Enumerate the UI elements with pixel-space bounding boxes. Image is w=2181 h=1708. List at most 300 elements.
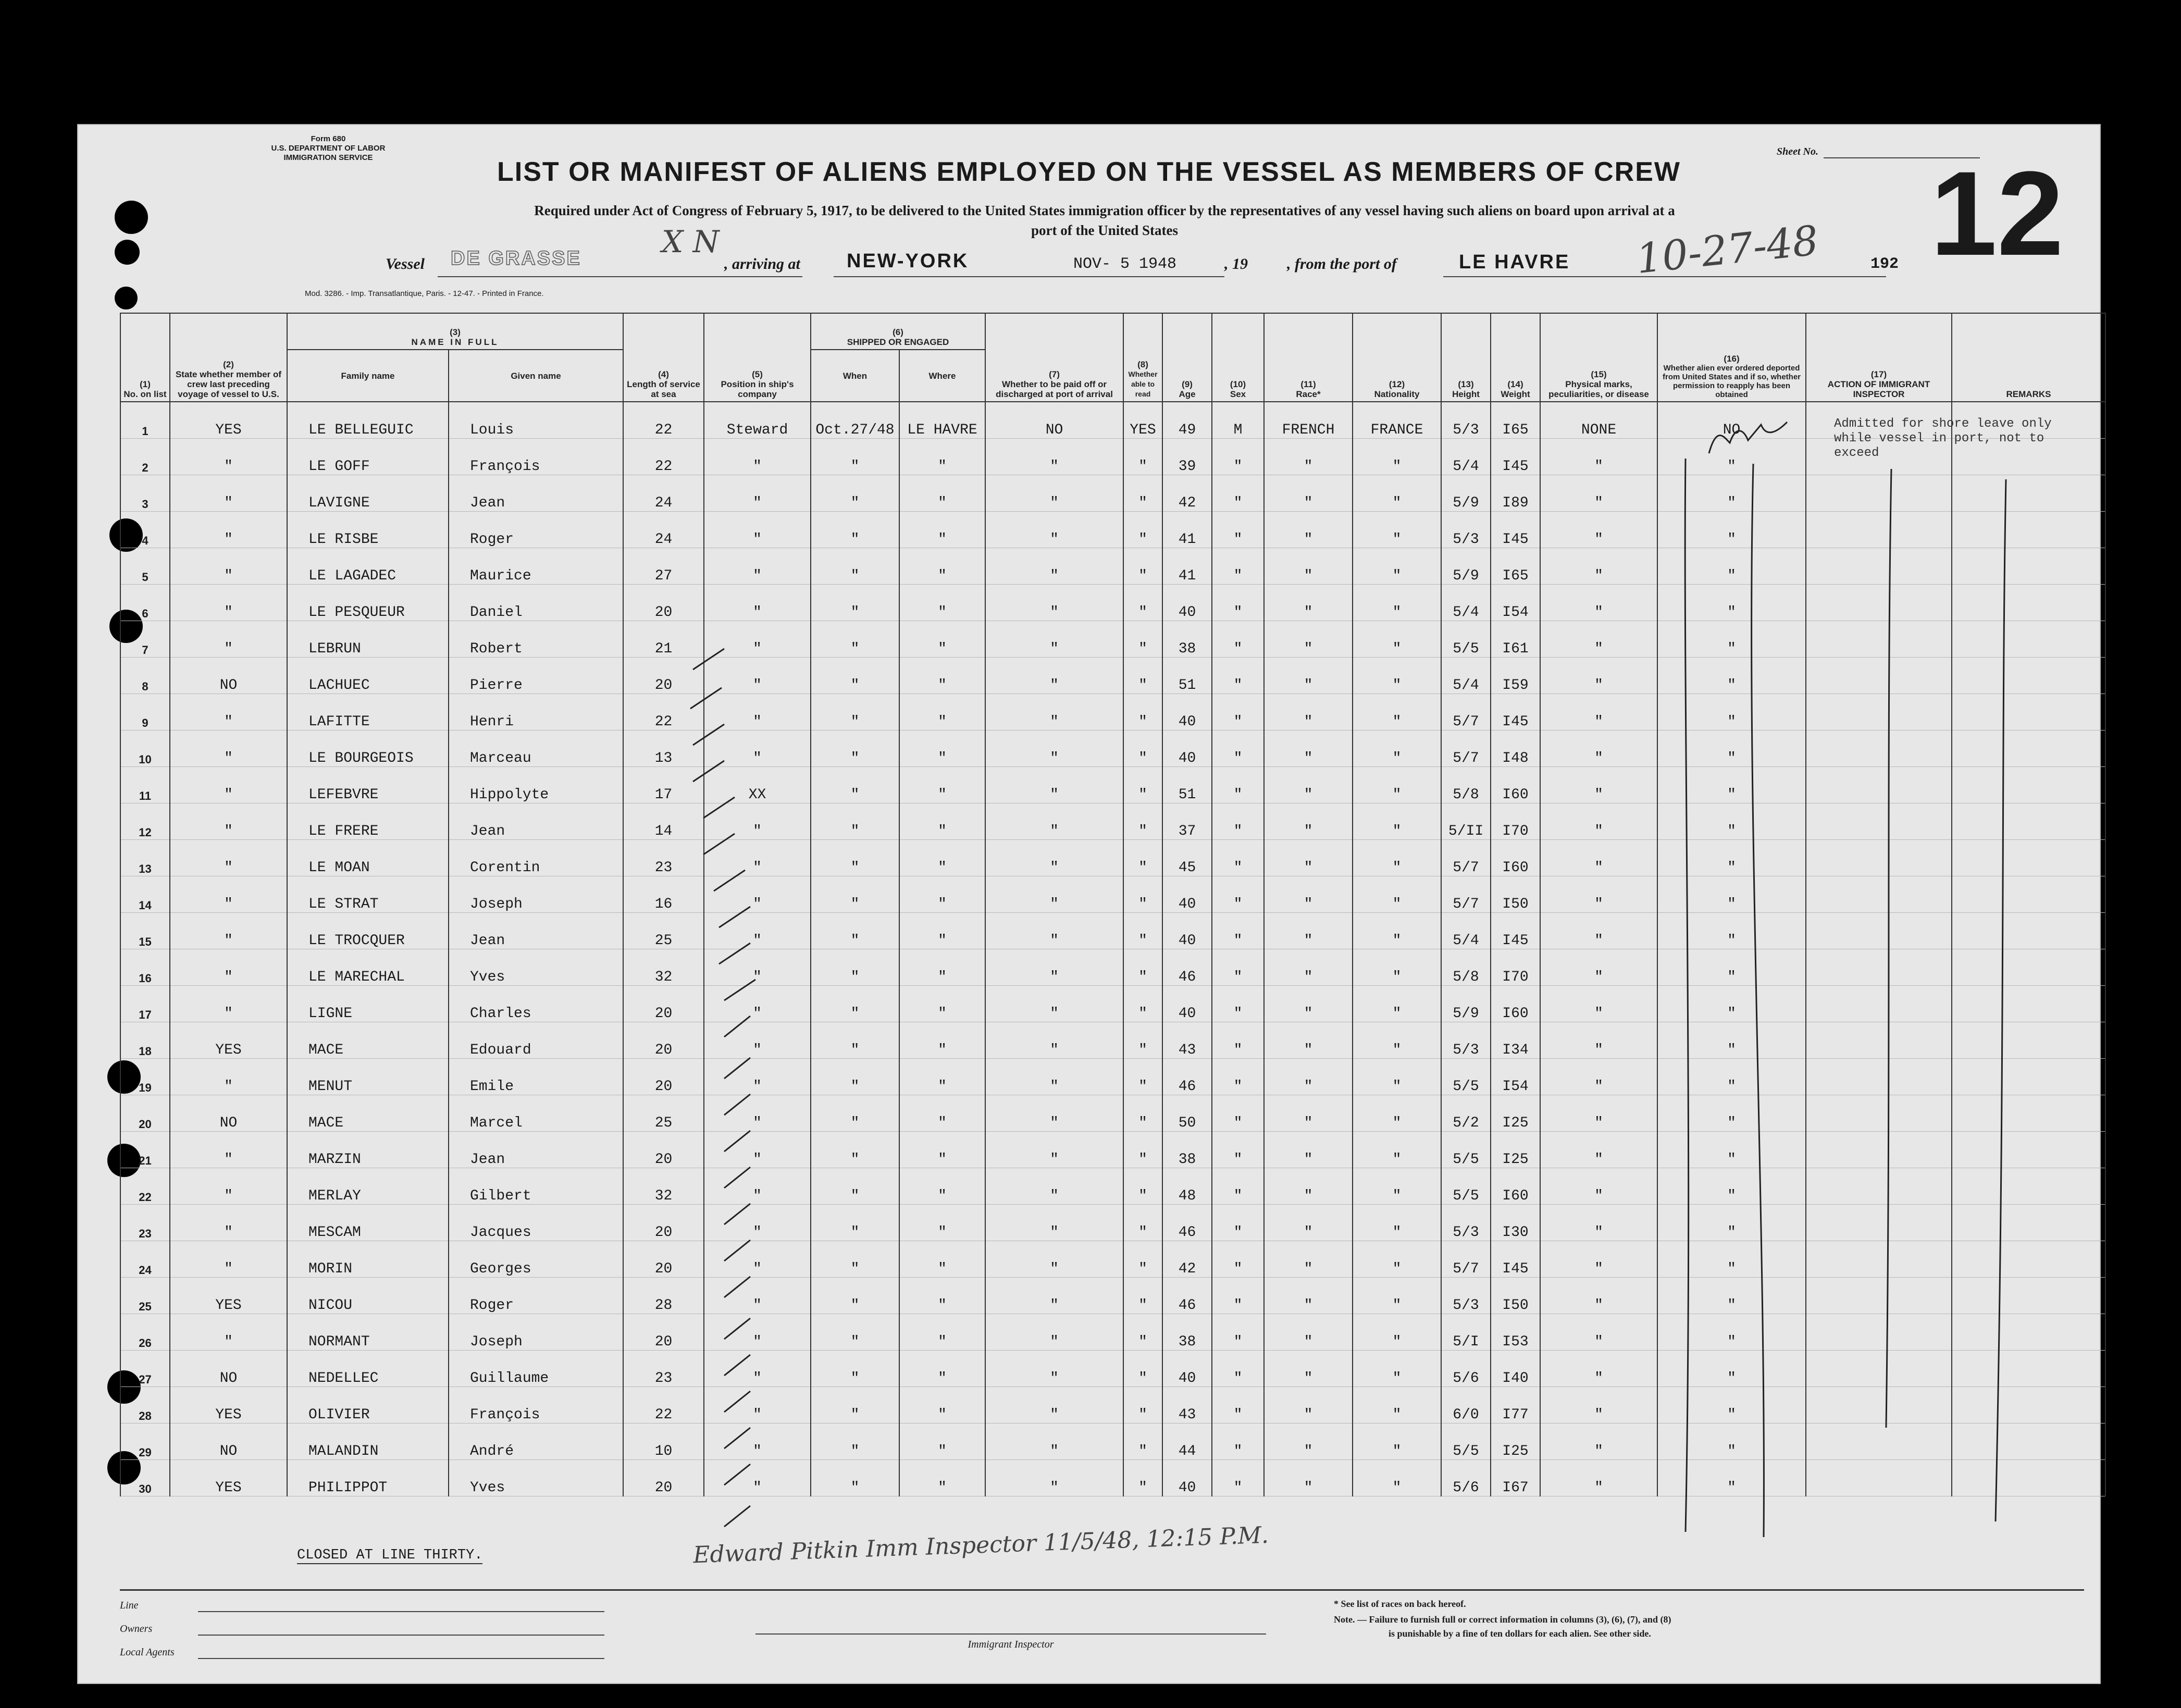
height-cell: 5/II — [1441, 803, 1491, 840]
shipped-where-cell: " — [899, 949, 985, 986]
sex-cell: " — [1212, 1095, 1264, 1132]
height-cell: 5/8 — [1441, 949, 1491, 986]
given-name-cell: Daniel — [449, 585, 623, 621]
deported-cell: " — [1657, 658, 1806, 694]
line-number-cell: 10 — [120, 731, 170, 767]
race-cell: " — [1264, 767, 1353, 803]
nationality-cell: " — [1353, 475, 1441, 512]
shipped-where-cell: " — [899, 913, 985, 949]
previous-voyage-cell: " — [170, 803, 287, 840]
family-name-cell: MESCAM — [287, 1205, 449, 1241]
service-length-cell: 23 — [623, 840, 704, 876]
previous-voyage-cell: NO — [170, 1351, 287, 1387]
col-14-header: (14) Weight — [1491, 313, 1540, 402]
nationality-cell: " — [1353, 1022, 1441, 1059]
nationality-cell: " — [1353, 913, 1441, 949]
physical-marks-cell: " — [1540, 986, 1657, 1022]
position-cell: " — [704, 803, 811, 840]
deported-cell: NO — [1657, 402, 1806, 439]
age-cell: 40 — [1162, 585, 1212, 621]
position-cell: " — [704, 658, 811, 694]
weight-cell: I45 — [1491, 1241, 1540, 1278]
service-length-cell: 20 — [623, 1022, 704, 1059]
nationality-cell: " — [1353, 1059, 1441, 1095]
able-to-read-cell: " — [1123, 840, 1162, 876]
height-cell: 5/4 — [1441, 658, 1491, 694]
shipped-when-cell: " — [811, 1278, 899, 1314]
service-length-cell: 24 — [623, 475, 704, 512]
position-cell: XX — [704, 767, 811, 803]
age-cell: 40 — [1162, 731, 1212, 767]
col-6-header: (6) SHIPPED OR ENGAGED — [811, 313, 985, 350]
service-length-cell: 17 — [623, 767, 704, 803]
owners-label: Owners — [120, 1623, 153, 1635]
height-cell: 5/3 — [1441, 1205, 1491, 1241]
height-cell: 5/4 — [1441, 439, 1491, 475]
given-name-cell: Hippolyte — [449, 767, 623, 803]
vessel-name: DE GRASSE — [451, 247, 581, 269]
shipped-when-cell: " — [811, 803, 899, 840]
nationality-cell: " — [1353, 621, 1441, 658]
col-5-header: (5) Position in ship's company — [704, 313, 811, 402]
family-name-header: Family name — [287, 350, 449, 402]
line-number-cell: 17 — [120, 986, 170, 1022]
deported-cell: " — [1657, 913, 1806, 949]
paid-off-cell: " — [985, 694, 1123, 731]
height-cell: 5/7 — [1441, 731, 1491, 767]
race-cell: " — [1264, 840, 1353, 876]
race-cell: " — [1264, 1059, 1353, 1095]
weight-cell: I25 — [1491, 1424, 1540, 1460]
nationality-cell: " — [1353, 1351, 1441, 1387]
line-number-cell: 18 — [120, 1022, 170, 1059]
shipped-where-cell: " — [899, 1241, 985, 1278]
race-cell: " — [1264, 475, 1353, 512]
able-to-read-cell: " — [1123, 1241, 1162, 1278]
given-name-cell: Edouard — [449, 1022, 623, 1059]
family-name-cell: MERLAY — [287, 1168, 449, 1205]
line-number-cell: 15 — [120, 913, 170, 949]
race-cell: " — [1264, 986, 1353, 1022]
deported-cell: " — [1657, 585, 1806, 621]
given-name-cell: Louis — [449, 402, 623, 439]
service-length-cell: 22 — [623, 1387, 704, 1424]
shipped-when-cell: " — [811, 1424, 899, 1460]
paid-off-cell: " — [985, 512, 1123, 548]
race-cell: " — [1264, 512, 1353, 548]
given-name-cell: Jean — [449, 1132, 623, 1168]
check-mark — [724, 1240, 750, 1261]
paid-off-cell: " — [985, 1241, 1123, 1278]
shipped-where-cell: " — [899, 1205, 985, 1241]
service-length-cell: 27 — [623, 548, 704, 585]
height-cell: 5/3 — [1441, 1022, 1491, 1059]
height-cell: 5/3 — [1441, 512, 1491, 548]
sex-cell: " — [1212, 1424, 1264, 1460]
given-name-cell: Marceau — [449, 731, 623, 767]
line-number-cell: 9 — [120, 694, 170, 731]
weight-cell: I25 — [1491, 1132, 1540, 1168]
weight-cell: I60 — [1491, 986, 1540, 1022]
service-length-cell: 20 — [623, 1314, 704, 1351]
family-name-cell: LE STRAT — [287, 876, 449, 913]
shipped-where-cell: " — [899, 1460, 985, 1496]
line-number-cell: 20 — [120, 1095, 170, 1132]
sex-cell: " — [1212, 731, 1264, 767]
nationality-cell: " — [1353, 1278, 1441, 1314]
given-name-cell: Georges — [449, 1241, 623, 1278]
check-mark — [693, 761, 724, 782]
line-number-cell: 2 — [120, 439, 170, 475]
line-number-cell: 29 — [120, 1424, 170, 1460]
given-name-cell: Pierre — [449, 658, 623, 694]
age-cell: 45 — [1162, 840, 1212, 876]
deported-cell: " — [1657, 1387, 1806, 1424]
position-cell: " — [704, 1387, 811, 1424]
col-16-header: (16) Whether alien ever ordered deported from United States and if so, whether permission to reapply has been obtained — [1657, 313, 1806, 402]
height-cell: 5/I — [1441, 1314, 1491, 1351]
family-name-cell: LE PESQUEUR — [287, 585, 449, 621]
service-length-cell: 20 — [623, 1132, 704, 1168]
paid-off-cell: " — [985, 1278, 1123, 1314]
check-mark — [724, 1058, 750, 1079]
age-cell: 40 — [1162, 694, 1212, 731]
race-cell: " — [1264, 548, 1353, 585]
given-name-cell: Guillaume — [449, 1351, 623, 1387]
height-cell: 5/7 — [1441, 1241, 1491, 1278]
shipped-when-cell: " — [811, 512, 899, 548]
family-name-cell: LE RISBE — [287, 512, 449, 548]
deported-cell: " — [1657, 1095, 1806, 1132]
shipped-when-cell: " — [811, 548, 899, 585]
shipped-when-cell: " — [811, 913, 899, 949]
paid-off-cell: " — [985, 1205, 1123, 1241]
race-cell: " — [1264, 876, 1353, 913]
service-length-cell: 21 — [623, 621, 704, 658]
given-name-cell: Yves — [449, 949, 623, 986]
handwritten-mark: X N — [662, 224, 720, 259]
deported-cell: " — [1657, 876, 1806, 913]
remarks-stroke-line — [1996, 479, 2006, 1521]
position-cell: " — [704, 1314, 811, 1351]
shipped-where-cell: " — [899, 1278, 985, 1314]
paid-off-cell: " — [985, 949, 1123, 986]
family-name-cell: NICOU — [287, 1278, 449, 1314]
physical-marks-cell: " — [1540, 1278, 1657, 1314]
physical-marks-cell: " — [1540, 1387, 1657, 1424]
given-name-cell: François — [449, 439, 623, 475]
height-cell: 5/9 — [1441, 475, 1491, 512]
arriving-label: , arriving at — [724, 255, 800, 273]
weight-cell: I40 — [1491, 1351, 1540, 1387]
family-name-cell: MORIN — [287, 1241, 449, 1278]
sheet-number: 12 — [1930, 146, 2064, 280]
deported-cell: " — [1657, 1278, 1806, 1314]
service-length-cell: 32 — [623, 949, 704, 986]
requirement-line-1: Required under Act of Congress of February 5, 1917, to be delivered to the United States immigration officer by the representatives of any vessel having such aliens on board upon arrival at a — [534, 203, 1675, 218]
family-name-cell: LE GOFF — [287, 439, 449, 475]
previous-voyage-cell: " — [170, 439, 287, 475]
position-cell: " — [704, 1351, 811, 1387]
paid-off-cell: " — [985, 1059, 1123, 1095]
previous-voyage-cell: YES — [170, 1387, 287, 1424]
service-length-cell: 23 — [623, 1351, 704, 1387]
position-cell: " — [704, 913, 811, 949]
inspector-stroke-line — [1752, 464, 1764, 1537]
nationality-cell: " — [1353, 1424, 1441, 1460]
deported-cell: " — [1657, 731, 1806, 767]
previous-voyage-cell: " — [170, 512, 287, 548]
family-name-cell: LE FRERE — [287, 803, 449, 840]
height-cell: 5/9 — [1441, 986, 1491, 1022]
given-name-cell: François — [449, 1387, 623, 1424]
previous-voyage-cell: " — [170, 986, 287, 1022]
sex-cell: " — [1212, 1241, 1264, 1278]
paid-off-cell: " — [985, 475, 1123, 512]
col-11-header: (11) Race* — [1264, 313, 1353, 402]
able-to-read-cell: " — [1123, 1460, 1162, 1496]
deported-cell: " — [1657, 694, 1806, 731]
sex-cell: " — [1212, 658, 1264, 694]
able-to-read-cell: " — [1123, 876, 1162, 913]
previous-voyage-cell: YES — [170, 402, 287, 439]
check-mark — [724, 1277, 750, 1297]
position-cell: " — [704, 1168, 811, 1205]
line-number-cell: 8 — [120, 658, 170, 694]
race-cell: FRENCH — [1264, 402, 1353, 439]
position-cell: " — [704, 475, 811, 512]
col-3-header: (3) NAME IN FULL — [287, 313, 623, 350]
deported-cell: " — [1657, 548, 1806, 585]
deported-cell: " — [1657, 767, 1806, 803]
check-mark — [724, 1391, 750, 1412]
shipped-when-cell: " — [811, 986, 899, 1022]
shipped-when-cell: " — [811, 1460, 899, 1496]
vessel-label: Vessel — [386, 255, 425, 273]
check-mark — [724, 1464, 750, 1485]
position-cell: " — [704, 585, 811, 621]
age-cell: 41 — [1162, 512, 1212, 548]
sex-cell: " — [1212, 1132, 1264, 1168]
line-number-cell: 30 — [120, 1460, 170, 1496]
position-cell: " — [704, 1132, 811, 1168]
paid-off-cell: " — [985, 1132, 1123, 1168]
col-9-header: (9) Age — [1162, 313, 1212, 402]
initials-scribble — [1709, 422, 1787, 453]
col-12-header: (12) Nationality — [1353, 313, 1441, 402]
given-name-cell: Robert — [449, 621, 623, 658]
nationality-cell: " — [1353, 1387, 1441, 1424]
age-cell: 40 — [1162, 1351, 1212, 1387]
paid-off-cell: " — [985, 840, 1123, 876]
previous-voyage-cell: " — [170, 1168, 287, 1205]
shipped-where-cell: " — [899, 1424, 985, 1460]
deported-cell: " — [1657, 1168, 1806, 1205]
deported-cell: " — [1657, 512, 1806, 548]
sex-cell: " — [1212, 512, 1264, 548]
when-header: When — [811, 350, 899, 402]
weight-cell: I70 — [1491, 803, 1540, 840]
deported-cell: " — [1657, 1424, 1806, 1460]
age-cell: 37 — [1162, 803, 1212, 840]
race-cell: " — [1264, 1168, 1353, 1205]
height-cell: 5/2 — [1441, 1095, 1491, 1132]
weight-cell: I50 — [1491, 1278, 1540, 1314]
family-name-cell: MACE — [287, 1095, 449, 1132]
height-cell: 5/6 — [1441, 1351, 1491, 1387]
age-cell: 38 — [1162, 1314, 1212, 1351]
shipped-when-cell: " — [811, 621, 899, 658]
previous-voyage-cell: " — [170, 585, 287, 621]
previous-voyage-cell: " — [170, 949, 287, 986]
physical-marks-cell: " — [1540, 1095, 1657, 1132]
shipped-when-cell: " — [811, 876, 899, 913]
note-text: — Failure to furnish full or correct information in columns (3), (6), (7), and (8) — [1357, 1614, 1671, 1625]
service-length-cell: 22 — [623, 694, 704, 731]
paid-off-cell: " — [985, 548, 1123, 585]
family-name-cell: LE BELLEGUIC — [287, 402, 449, 439]
age-cell: 46 — [1162, 1059, 1212, 1095]
check-mark — [703, 834, 735, 855]
height-cell: 5/4 — [1441, 913, 1491, 949]
check-mark — [724, 1094, 750, 1115]
race-cell: " — [1264, 621, 1353, 658]
given-name-cell: Corentin — [449, 840, 623, 876]
previous-voyage-cell: YES — [170, 1022, 287, 1059]
line-number-cell: 1 — [120, 402, 170, 439]
remarks-note: Admitted for shore leave only while vessel in port, not to exceed — [1834, 417, 2052, 460]
shipped-where-cell: " — [899, 658, 985, 694]
previous-voyage-cell: " — [170, 840, 287, 876]
previous-voyage-cell: " — [170, 876, 287, 913]
shipped-when-cell: " — [811, 1351, 899, 1387]
previous-voyage-cell: YES — [170, 1278, 287, 1314]
height-cell: 5/3 — [1441, 402, 1491, 439]
given-name-header: Given name — [449, 350, 623, 402]
form-number: Form 680 — [311, 134, 346, 143]
position-cell: " — [704, 512, 811, 548]
check-mark — [724, 1318, 750, 1339]
deported-cell: " — [1657, 986, 1806, 1022]
age-cell: 46 — [1162, 1278, 1212, 1314]
deported-cell: " — [1657, 949, 1806, 986]
check-mark — [693, 649, 724, 670]
check-mark — [724, 1167, 750, 1188]
nationality-cell: " — [1353, 585, 1441, 621]
year-suffix: 192 — [1870, 255, 1899, 273]
age-cell: 39 — [1162, 439, 1212, 475]
able-to-read-cell: " — [1123, 694, 1162, 731]
shipped-when-cell: Oct.27/48 — [811, 402, 899, 439]
physical-marks-cell: " — [1540, 803, 1657, 840]
race-cell: " — [1264, 1460, 1353, 1496]
age-cell: 43 — [1162, 1387, 1212, 1424]
service-length-cell: 25 — [623, 1095, 704, 1132]
height-cell: 5/6 — [1441, 1460, 1491, 1496]
paid-off-cell: " — [985, 658, 1123, 694]
sex-cell: M — [1212, 402, 1264, 439]
race-cell: " — [1264, 439, 1353, 475]
given-name-cell: Henri — [449, 694, 623, 731]
weight-cell: I45 — [1491, 913, 1540, 949]
line-number-cell: 24 — [120, 1241, 170, 1278]
weight-cell: I60 — [1491, 840, 1540, 876]
previous-voyage-cell: " — [170, 694, 287, 731]
sex-cell: " — [1212, 1314, 1264, 1351]
height-cell: 5/8 — [1441, 767, 1491, 803]
check-mark — [724, 1506, 750, 1527]
weight-cell: I53 — [1491, 1314, 1540, 1351]
paid-off-cell: " — [985, 986, 1123, 1022]
service-length-cell: 22 — [623, 402, 704, 439]
where-header: Where — [899, 350, 985, 402]
race-cell: " — [1264, 1314, 1353, 1351]
paid-off-cell: " — [985, 1168, 1123, 1205]
shipped-where-cell: " — [899, 512, 985, 548]
nationality-cell: FRANCE — [1353, 402, 1441, 439]
fine-note-line-2: is punishable by a fine of ten dollars for each alien. See other side. — [1389, 1628, 1651, 1639]
shipped-when-cell: " — [811, 949, 899, 986]
check-mark — [714, 870, 745, 891]
line-number-cell: 22 — [120, 1168, 170, 1205]
previous-voyage-cell: " — [170, 548, 287, 585]
previous-voyage-cell: " — [170, 475, 287, 512]
position-cell: " — [704, 548, 811, 585]
weight-cell: I61 — [1491, 621, 1540, 658]
sex-cell: " — [1212, 1278, 1264, 1314]
position-cell: " — [704, 439, 811, 475]
deported-stroke-line — [1685, 459, 1689, 1532]
service-length-cell: 28 — [623, 1278, 704, 1314]
physical-marks-cell: " — [1540, 1168, 1657, 1205]
able-to-read-cell: YES — [1123, 402, 1162, 439]
shipped-when-cell: " — [811, 585, 899, 621]
previous-voyage-cell: " — [170, 1241, 287, 1278]
line-number-cell: 11 — [120, 767, 170, 803]
sheet-no-label: Sheet No. — [1777, 146, 1818, 157]
weight-cell: I70 — [1491, 949, 1540, 986]
race-cell: " — [1264, 1241, 1353, 1278]
shipped-where-cell: LE HAVRE — [899, 402, 985, 439]
family-name-cell: LE TROCQUER — [287, 913, 449, 949]
service-name: IMMIGRATION SERVICE — [283, 153, 373, 162]
height-cell: 5/4 — [1441, 585, 1491, 621]
deported-cell: " — [1657, 1205, 1806, 1241]
previous-voyage-cell: YES — [170, 1460, 287, 1496]
service-length-cell: 20 — [623, 1059, 704, 1095]
race-cell: " — [1264, 803, 1353, 840]
weight-cell: I45 — [1491, 439, 1540, 475]
age-cell: 46 — [1162, 949, 1212, 986]
deported-cell: " — [1657, 475, 1806, 512]
shipped-when-cell: " — [811, 731, 899, 767]
deported-cell: " — [1657, 1059, 1806, 1095]
able-to-read-cell: " — [1123, 512, 1162, 548]
shipped-when-cell: " — [811, 1387, 899, 1424]
service-length-cell: 20 — [623, 1205, 704, 1241]
family-name-cell: LAVIGNE — [287, 475, 449, 512]
shipped-where-cell: " — [899, 876, 985, 913]
previous-voyage-cell: " — [170, 1132, 287, 1168]
physical-marks-cell: " — [1540, 1205, 1657, 1241]
able-to-read-cell: " — [1123, 731, 1162, 767]
sex-cell: " — [1212, 986, 1264, 1022]
department-name: U.S. DEPARTMENT OF LABOR — [271, 144, 386, 153]
physical-marks-cell: " — [1540, 1351, 1657, 1387]
family-name-cell: LIGNE — [287, 986, 449, 1022]
given-name-cell: Jean — [449, 913, 623, 949]
able-to-read-cell: " — [1123, 1351, 1162, 1387]
